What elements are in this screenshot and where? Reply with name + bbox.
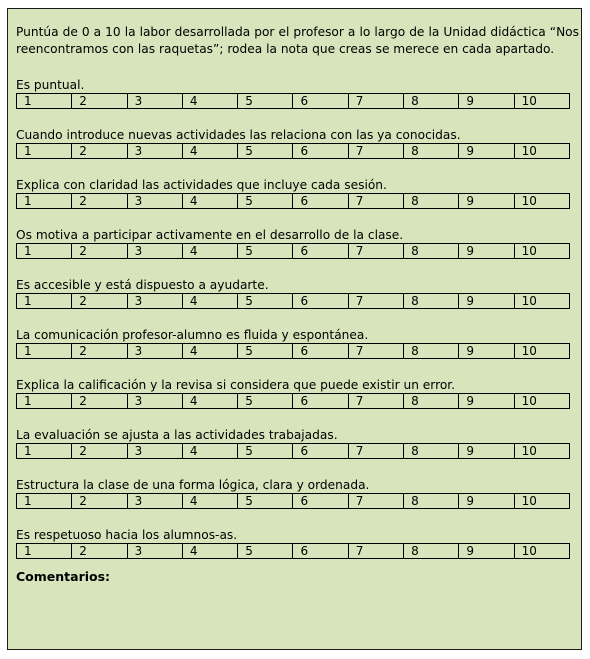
question-text: Estructura la clase de una forma lógica, clara y ordenada. [16,478,370,492]
rating-option[interactable]: 8 [404,444,459,458]
rating-option[interactable]: 8 [404,244,459,258]
rating-option[interactable]: 5 [238,194,293,208]
rating-option[interactable]: 5 [238,244,293,258]
evaluation-panel [7,8,582,650]
rating-option[interactable]: 5 [238,294,293,308]
question-text: La evaluación se ajusta a las actividades trabajadas. [16,428,338,442]
question-item [16,478,570,509]
rating-option[interactable]: 6 [293,94,348,108]
question-item [16,328,570,359]
rating-option[interactable]: 2 [72,494,127,508]
rating-option[interactable]: 6 [293,544,348,558]
rating-option[interactable]: 3 [128,194,183,208]
rating-option[interactable]: 4 [183,394,238,408]
rating-option[interactable]: 8 [404,544,459,558]
rating-option[interactable]: 5 [238,94,293,108]
rating-option[interactable]: 9 [459,344,514,358]
rating-option[interactable]: 7 [349,394,404,408]
question-text: Cuando introduce nuevas actividades las relaciona con las ya conocidas. [16,128,461,142]
rating-scale [16,93,570,109]
rating-option[interactable]: 9 [459,94,514,108]
rating-option[interactable]: 6 [293,344,348,358]
instructions-text: Puntúa de 0 a 10 la labor desarrollada por el profesor a lo largo de la Unidad didáctica “Nos reencontramos con las raquetas”; rodea la nota que creas se merece en cada apartado. [16,25,579,56]
rating-option[interactable]: 3 [128,494,183,508]
question-item [16,178,570,209]
rating-option[interactable]: 7 [349,444,404,458]
rating-option[interactable]: 3 [128,344,183,358]
rating-scale [16,493,570,509]
rating-option[interactable]: 7 [349,344,404,358]
rating-option[interactable]: 2 [72,394,127,408]
rating-option[interactable]: 2 [72,194,127,208]
rating-option[interactable]: 10 [521,244,537,258]
rating-option[interactable]: 7 [349,94,404,108]
rating-option[interactable]: 7 [349,194,404,208]
rating-option[interactable]: 10 [521,294,537,308]
rating-option[interactable]: 2 [72,244,127,258]
rating-option[interactable]: 9 [459,444,514,458]
rating-scale [16,343,570,359]
rating-option[interactable]: 4 [183,344,238,358]
question-text: La comunicación profesor-alumno es fluida y espontánea. [16,328,369,342]
rating-option[interactable]: 9 [459,244,514,258]
rating-scale [16,293,570,309]
rating-option[interactable]: 4 [183,94,238,108]
rating-option[interactable]: 10 [521,394,537,408]
rating-option[interactable]: 7 [349,244,404,258]
rating-option[interactable]: 2 [72,294,127,308]
rating-option[interactable]: 3 [128,394,183,408]
rating-option[interactable]: 7 [349,294,404,308]
rating-option[interactable]: 1 [17,494,72,508]
rating-option[interactable]: 8 [404,494,459,508]
question-item [16,378,570,409]
rating-scale [16,393,570,409]
rating-scale [16,543,570,559]
rating-option[interactable]: 5 [238,494,293,508]
rating-option[interactable]: 1 [17,294,72,308]
question-text: Es respetuoso hacia los alumnos-as. [16,528,238,542]
question-text: Es puntual. [16,78,85,92]
question-text: Os motiva a participar activamente en el desarrollo de la clase. [16,228,404,242]
comments-label: Comentarios: [16,569,111,584]
question-item [16,228,570,259]
rating-option[interactable]: 10 [521,194,537,208]
rating-option[interactable]: 8 [404,94,459,108]
rating-option[interactable]: 8 [404,294,459,308]
rating-option[interactable]: 4 [183,444,238,458]
question-text: Explica la calificación y la revisa si considera que puede existir un error. [16,378,456,392]
rating-option[interactable]: 10 [521,344,537,358]
rating-option[interactable]: 3 [128,244,183,258]
rating-option[interactable]: 4 [183,494,238,508]
rating-option[interactable]: 1 [17,394,72,408]
rating-option[interactable]: 6 [293,444,348,458]
rating-option[interactable]: 5 [238,344,293,358]
rating-option[interactable]: 6 [293,244,348,258]
question-item [16,528,570,559]
rating-option[interactable]: 10 [521,494,537,508]
rating-option[interactable]: 2 [72,544,127,558]
rating-option[interactable]: 8 [404,144,459,158]
rating-scale [16,443,570,459]
question-item [16,78,570,109]
rating-option[interactable]: 2 [72,344,127,358]
question-text: Explica con claridad las actividades que incluye cada sesión. [16,178,387,192]
rating-option[interactable]: 3 [128,144,183,158]
rating-option[interactable]: 1 [17,544,72,558]
rating-option[interactable]: 3 [128,294,183,308]
rating-scale [16,243,570,259]
rating-option[interactable]: 7 [349,144,404,158]
rating-option[interactable]: 5 [238,394,293,408]
rating-option[interactable]: 5 [238,544,293,558]
question-item [16,278,570,309]
rating-option[interactable]: 9 [459,494,514,508]
rating-option[interactable]: 1 [17,344,72,358]
rating-option[interactable]: 4 [183,544,238,558]
rating-option[interactable]: 2 [72,144,127,158]
rating-scale [16,193,570,209]
rating-option[interactable]: 9 [459,144,514,158]
rating-option[interactable]: 8 [404,394,459,408]
rating-option[interactable]: 9 [459,394,514,408]
rating-option[interactable]: 1 [17,194,72,208]
rating-scale [16,143,570,159]
rating-option[interactable]: 7 [349,544,404,558]
rating-option[interactable]: 1 [17,444,72,458]
rating-option[interactable]: 5 [238,144,293,158]
rating-option[interactable]: 10 [521,94,537,108]
rating-option[interactable]: 9 [459,194,514,208]
rating-option[interactable]: 2 [72,94,127,108]
question-item [16,428,570,459]
rating-option[interactable]: 3 [128,444,183,458]
rating-option[interactable]: 7 [349,494,404,508]
rating-option[interactable]: 6 [293,494,348,508]
rating-option[interactable]: 10 [521,444,537,458]
rating-option[interactable]: 6 [293,194,348,208]
rating-option[interactable]: 3 [128,544,183,558]
rating-option[interactable]: 9 [459,544,514,558]
rating-option[interactable]: 6 [293,294,348,308]
rating-option[interactable]: 10 [521,544,537,558]
rating-option[interactable]: 10 [521,144,537,158]
rating-option[interactable]: 9 [459,294,514,308]
rating-option[interactable]: 1 [17,244,72,258]
rating-option[interactable]: 4 [183,294,238,308]
rating-option[interactable]: 6 [293,144,348,158]
rating-option[interactable]: 1 [17,144,72,158]
rating-option[interactable]: 2 [72,444,127,458]
rating-option[interactable]: 4 [183,194,238,208]
rating-option[interactable]: 3 [128,94,183,108]
rating-option[interactable]: 4 [183,244,238,258]
rating-option[interactable]: 5 [238,444,293,458]
rating-option[interactable]: 8 [404,344,459,358]
rating-option[interactable]: 4 [183,144,238,158]
question-item [16,128,570,159]
question-text: Es accesible y está dispuesto a ayudarte. [16,278,269,292]
rating-option[interactable]: 8 [404,194,459,208]
rating-option[interactable]: 6 [293,394,348,408]
rating-option[interactable]: 1 [17,94,72,108]
